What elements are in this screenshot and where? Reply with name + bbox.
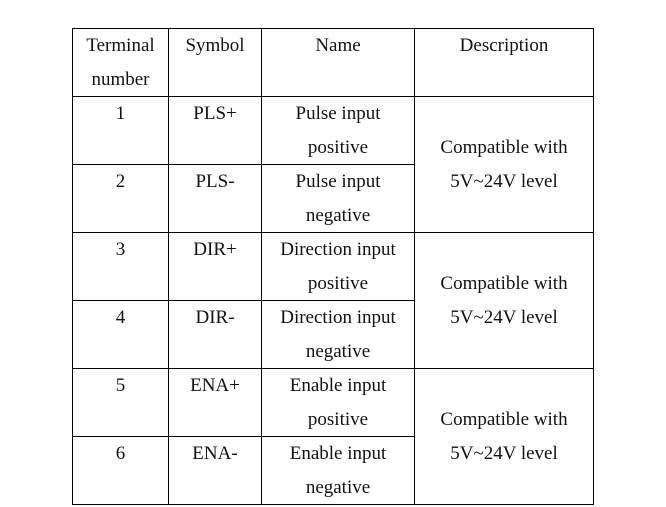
description-line1: Compatible with xyxy=(440,137,568,158)
symbol-cell: ENA+ xyxy=(169,369,262,437)
symbol-cell: DIR+ xyxy=(169,233,262,301)
terminal-number-cell: 3 xyxy=(73,233,169,301)
description-line1: Compatible with xyxy=(440,409,568,430)
header-description-label: Description xyxy=(459,35,549,56)
name-cell xyxy=(262,437,415,505)
name-line2: negative xyxy=(305,340,371,362)
symbol-cell: PLS- xyxy=(169,165,262,233)
name-line1: Enable input xyxy=(289,375,387,396)
header-description xyxy=(415,29,594,97)
description-cell xyxy=(415,369,594,505)
header-terminal-line1: Terminal xyxy=(86,35,155,56)
header-symbol xyxy=(169,29,262,97)
name-line1: Pulse input xyxy=(295,171,381,192)
name-line2: positive xyxy=(307,408,369,430)
description-line1: Compatible with xyxy=(440,273,568,294)
table-row xyxy=(73,233,594,301)
description-line2: 5V~24V level xyxy=(450,306,558,328)
header-terminal-line2: number xyxy=(91,68,150,90)
table-row xyxy=(73,369,594,437)
name-cell xyxy=(262,369,415,437)
description-line2: 5V~24V level xyxy=(450,442,558,464)
terminal-number-cell: 6 xyxy=(73,437,169,505)
name-line1: Direction input xyxy=(280,239,396,260)
name-line1: Direction input xyxy=(280,307,396,328)
terminal-number-cell: 4 xyxy=(73,301,169,369)
description-cell xyxy=(415,97,594,233)
name-line1: Pulse input xyxy=(295,103,381,124)
name-line2: negative xyxy=(305,204,371,226)
terminal-table xyxy=(72,28,594,505)
name-cell xyxy=(262,233,415,301)
symbol-cell: ENA- xyxy=(169,437,262,505)
description-cell xyxy=(415,233,594,369)
header-row xyxy=(73,29,594,97)
header-name-label: Name xyxy=(315,35,361,56)
name-line1: Enable input xyxy=(289,443,387,464)
name-line2: positive xyxy=(307,272,369,294)
name-cell xyxy=(262,301,415,369)
header-terminal-number xyxy=(73,29,169,97)
header-symbol-label: Symbol xyxy=(185,35,245,56)
description-line2: 5V~24V level xyxy=(450,170,558,192)
symbol-cell: DIR- xyxy=(169,301,262,369)
name-cell xyxy=(262,165,415,233)
header-name xyxy=(262,29,415,97)
table-row xyxy=(73,97,594,165)
terminal-number-cell: 5 xyxy=(73,369,169,437)
name-line2: positive xyxy=(307,136,369,158)
symbol-cell: PLS+ xyxy=(169,97,262,165)
name-cell xyxy=(262,97,415,165)
terminal-number-cell: 1 xyxy=(73,97,169,165)
terminal-number-cell: 2 xyxy=(73,165,169,233)
name-line2: negative xyxy=(305,476,371,498)
